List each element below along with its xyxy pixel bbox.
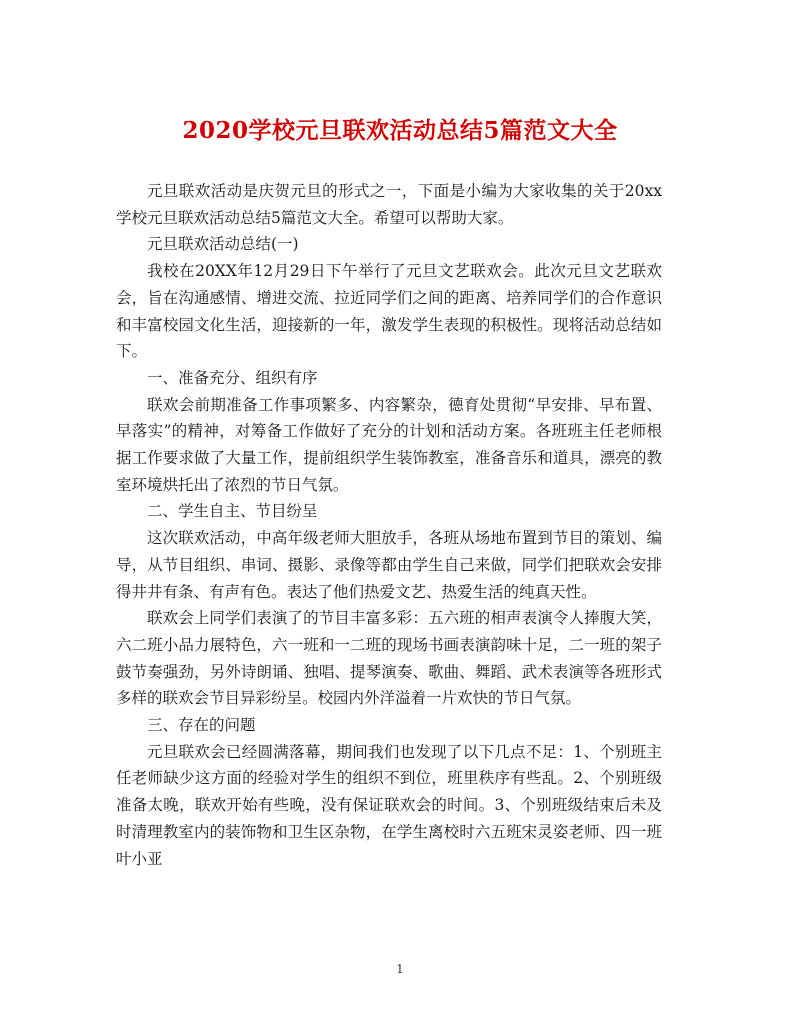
document-title: 2020学校元旦联欢活动总结5篇范文大全 [182, 117, 618, 144]
section-heading-preparation: 一、准备充分、组织有序 [147, 368, 318, 387]
body-paragraph: 元旦联欢会已经圆满落幕，期间我们也发现了以下几点不足：1、个别班主任老师缺少这方面的经验对学生的组织不到位，班里秩序有些乱。2、个别班级准备太晚，联欢开始有些晚，没有保证联欢会的时间。3、个别班级结束后未及时清理教室内的装饰物和卫生区杂物，在学生离校时六五班宋灵姿老师、四一班叶小亚 [116, 742, 662, 868]
body-paragraph: 我校在20XX年12月29日下午举行了元旦文艺联欢会。此次元旦文艺联欢会，旨在沟通感情、增进交流、拉近同学们之间的距离、培养同学们的合作意识和丰富校园文化生活，迎接新的一年，激发学生表现的积极性。现将活动总结如下。 [116, 262, 662, 361]
section-heading-programs: 二、学生自主、节目纷呈 [147, 502, 318, 521]
section-heading-summary-one: 元旦联欢活动总结(一) [147, 235, 299, 254]
page-number: 1 [396, 962, 404, 976]
section-heading-problems: 三、存在的问题 [147, 716, 256, 735]
body-paragraph: 这次联欢活动，中高年级老师大胆放手，各班从场地布置到节目的策划、编导，从节目组织、串词、摄影、录像等都由学生自己来做，同学们把联欢会安排得井井有条、有声有色。表达了他们热爱文艺、热爱生活的纯真天性。 [116, 529, 662, 601]
intro-paragraph: 元旦联欢活动是庆贺元旦的形式之一，下面是小编为大家收集的关于20xx学校元旦联欢活动总结5篇范文大全。希望可以帮助大家。 [116, 182, 662, 227]
document-body [116, 178, 662, 872]
body-paragraph: 联欢会上同学们表演了的节目丰富多彩：五六班的相声表演令人捧腹大笑，六二班小品力展特色，六一班和一二班的现场书画表演韵味十足，二一班的架子鼓节奏强劲，另外诗朗诵、独唱、提琴演奏、歌曲、舞蹈、武术表演等各班形式多样的联欢会节目异彩纷呈。校园内外洋溢着一片欢快的节日气氛。 [116, 609, 662, 708]
body-paragraph: 联欢会前期准备工作事项繁多、内容繁杂，德育处贯彻“早安排、早布置、早落实”的精神，对筹备工作做好了充分的计划和活动方案。各班班主任老师根据工作要求做了大量工作，提前组织学生装饰教室，准备音乐和道具，漂亮的教室环境烘托出了浓烈的节日气氛。 [116, 395, 662, 494]
